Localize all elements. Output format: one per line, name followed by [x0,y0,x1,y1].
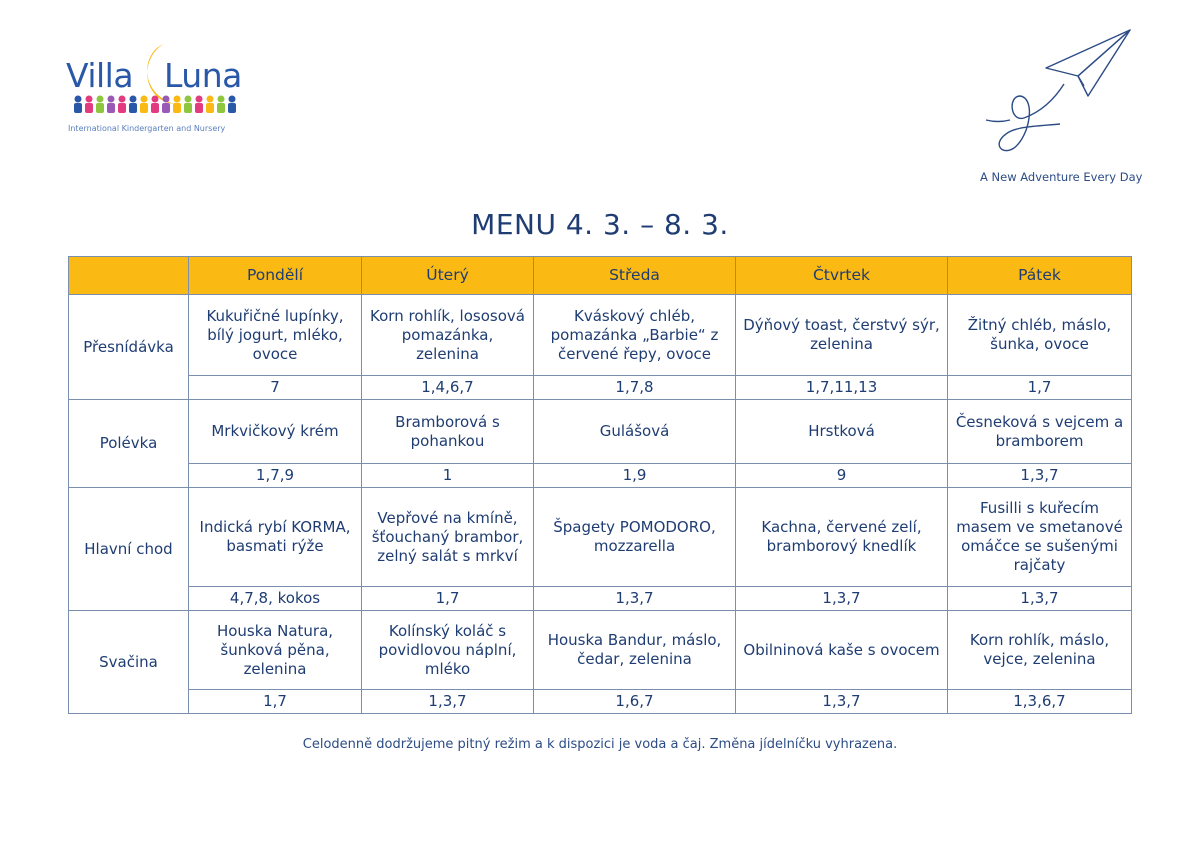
allergen-codes: 1,3,7 [948,587,1132,611]
allergen-codes: 1,7,11,13 [736,376,948,400]
meal-name: Polévka [69,400,189,488]
meal-item: Kachna, červené zelí, bramborový knedlík [736,488,948,587]
allergen-codes: 1,6,7 [534,690,736,714]
meal-item: Korn rohlík, lososová pomazánka, zelenina [362,295,534,376]
allergen-codes: 1,3,6,7 [948,690,1132,714]
allergen-codes: 1,4,6,7 [362,376,534,400]
header-day: Pondělí [189,257,362,295]
meal-name: Přesnídávka [69,295,189,400]
meal-row [69,611,1132,690]
logo-name [66,56,242,95]
meal-row [69,400,1132,464]
logo-name-part2: Luna [164,56,242,95]
meal-item: Mrkvičkový krém [189,400,362,464]
allergen-row [69,376,1132,400]
meal-item: Houska Natura, šunková pěna, zelenina [189,611,362,690]
meal-item: Kolínský koláč s povidlovou náplní, mléko [362,611,534,690]
meal-name: Hlavní chod [69,488,189,611]
allergen-codes: 1,3,7 [534,587,736,611]
header-day: Čtvrtek [736,257,948,295]
meal-item: Kukuřičné lupínky, bílý jogurt, mléko, ovoce [189,295,362,376]
meal-item: Hrstková [736,400,948,464]
meal-item: Kváskový chléb, pomazánka „Barbie“ z červené řepy, ovoce [534,295,736,376]
meal-item: Bramborová s pohankou [362,400,534,464]
paper-plane-icon [980,26,1140,166]
header-day: Úterý [362,257,534,295]
header-day: Pátek [948,257,1132,295]
allergen-codes: 7 [189,376,362,400]
table-header-row [69,257,1132,295]
meal-row [69,295,1132,376]
meal-name: Svačina [69,611,189,714]
menu-table [68,256,1132,714]
allergen-row [69,690,1132,714]
header-day: Středa [534,257,736,295]
allergen-codes: 1,7 [362,587,534,611]
meal-item: Žitný chléb, máslo, šunka, ovoce [948,295,1132,376]
allergen-codes: 9 [736,464,948,488]
header-corner [69,257,189,295]
meal-row [69,488,1132,587]
meal-item: Obilninová kaše s ovocem [736,611,948,690]
slogan: A New Adventure Every Day [980,170,1143,184]
allergen-codes: 1,9 [534,464,736,488]
meal-item: Vepřové na kmíně, šťouchaný brambor, zelný salát s mrkví [362,488,534,587]
footer-note: Celodenně dodržujeme pitný režim a k dispozici je voda a čaj. Změna jídelníčku vyhrazena. [302,737,898,752]
meal-item: Indická rybí KORMA, basmati rýže [189,488,362,587]
allergen-codes: 1,3,7 [736,690,948,714]
meal-item: Česneková s vejcem a bramborem [948,400,1132,464]
allergen-codes: 1,7 [948,376,1132,400]
allergen-codes: 1,3,7 [362,690,534,714]
meal-item: Dýňový toast, čerstvý sýr, zelenina [736,295,948,376]
allergen-row [69,464,1132,488]
meal-item: Gulášová [534,400,736,464]
allergen-row [69,587,1132,611]
meal-item: Korn rohlík, máslo, vejce, zelenina [948,611,1132,690]
allergen-codes: 1,7,8 [534,376,736,400]
page-title: MENU 4. 3. – 8. 3. [471,208,729,241]
allergen-codes: 1,3,7 [736,587,948,611]
allergen-codes: 1,7,9 [189,464,362,488]
meal-item: Houska Bandur, máslo, čedar, zelenina [534,611,736,690]
allergen-codes: 1,7 [189,690,362,714]
logo-subtitle: International Kindergarten and Nursery [68,124,226,133]
allergen-codes: 4,7,8, kokos [189,587,362,611]
allergen-codes: 1,3,7 [948,464,1132,488]
meal-item: Fusilli s kuřecím masem ve smetanové omáčce se sušenými rajčaty [948,488,1132,587]
logo-name-part1: Villa [66,56,134,95]
villa-luna-logo [64,44,254,144]
meal-item: Špagety POMODORO, mozzarella [534,488,736,587]
allergen-codes: 1 [362,464,534,488]
children-figures-icon [72,94,242,116]
